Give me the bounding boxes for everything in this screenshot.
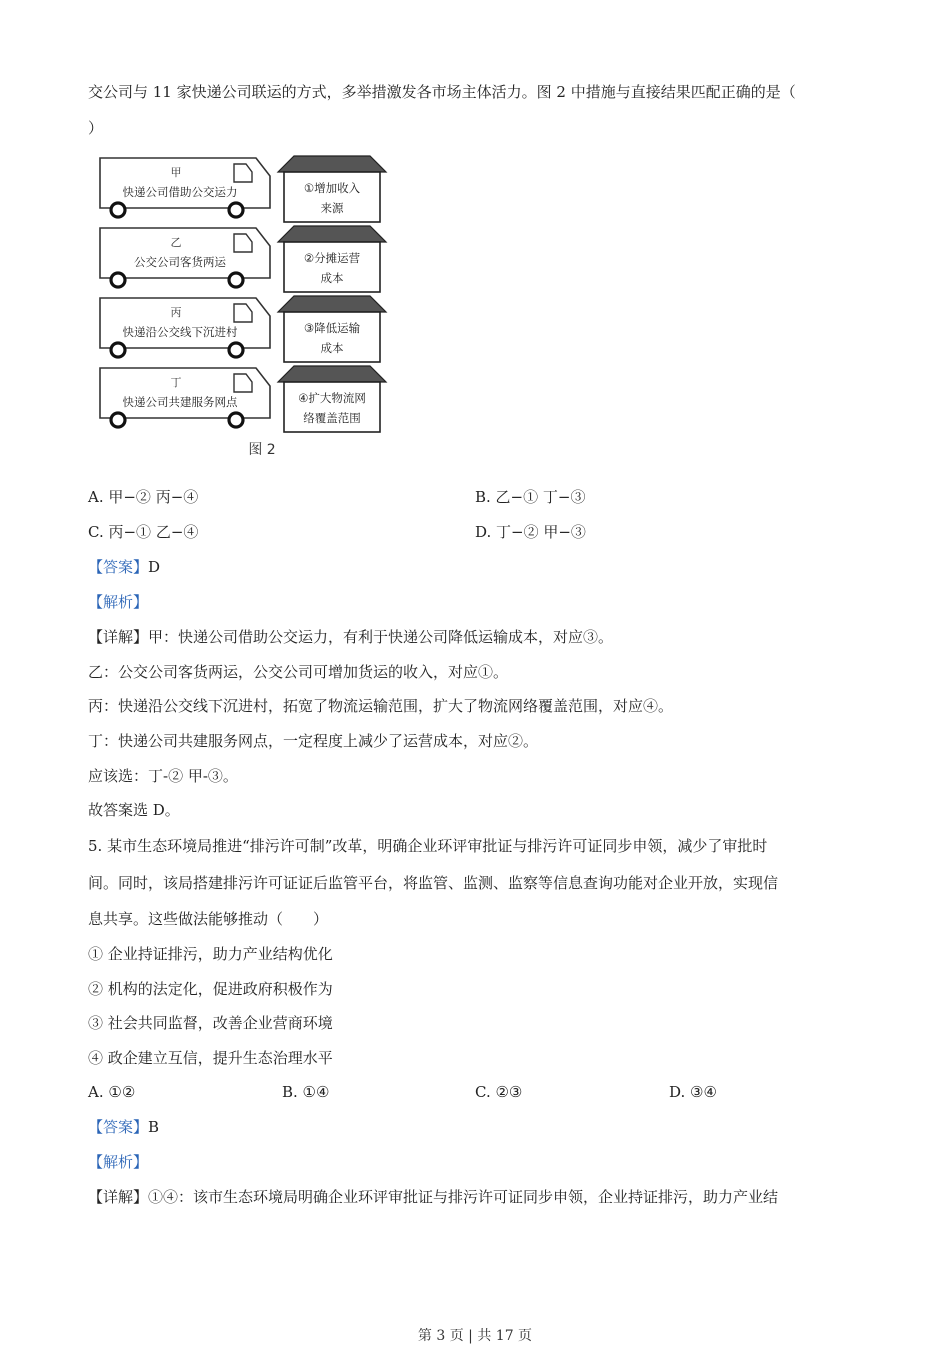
q4-detail-line-6: 故答案选 D。 bbox=[88, 801, 180, 819]
detail-text: ①④：该市生态环境局明确企业环评审批证与排污许可证同步申领，企业持证排污，助力产业结 bbox=[148, 1188, 779, 1206]
figure-2-drawing bbox=[96, 150, 396, 465]
house-label-line-1: ③降低运输 bbox=[303, 321, 361, 335]
q4-analysis-tag: 【解析】 bbox=[88, 593, 149, 611]
truck-label: 公交公司客货两运 bbox=[134, 255, 226, 269]
answer-tag: 【答案】 bbox=[88, 1118, 149, 1136]
q5-option-a: A. ①② bbox=[88, 1083, 136, 1101]
house-roof bbox=[278, 366, 386, 382]
figure-row-4 bbox=[100, 366, 386, 432]
q5-option-c: C. ②③ bbox=[475, 1083, 523, 1101]
q4-answer bbox=[88, 557, 160, 577]
house-label-line-1: ④扩大物流网 bbox=[298, 391, 366, 405]
answer-value: B bbox=[148, 1118, 160, 1136]
q4-detail-line-4: 丁：快递公司共建服务网点，一定程度上减少了运营成本，对应②。 bbox=[88, 732, 539, 750]
truck-mark: 丙 bbox=[170, 306, 182, 319]
intro-line-2: ） bbox=[88, 119, 104, 137]
truck-label: 快递沿公交线下沉进村 bbox=[122, 325, 238, 339]
house-label-line-1: ①增加收入 bbox=[303, 181, 361, 195]
q5-item-1: ① 企业持证排污，助力产业结构优化 bbox=[88, 945, 333, 963]
page-footer: 第 3 页 | 共 17 页 bbox=[417, 1328, 533, 1344]
detail-tag: 【详解】 bbox=[88, 628, 149, 646]
figure-row-2 bbox=[100, 226, 386, 292]
rear-wheel bbox=[111, 343, 125, 357]
house-roof bbox=[278, 156, 386, 172]
answer-tag: 【答案】 bbox=[88, 558, 149, 576]
q5-item-4: ④ 政企建立互信，提升生态治理水平 bbox=[88, 1049, 333, 1067]
q5-stem-line-3: 息共享。这些做法能够推动（ ） bbox=[88, 910, 329, 928]
truck-mark: 乙 bbox=[170, 236, 182, 249]
rear-wheel bbox=[111, 273, 125, 287]
q5-answer bbox=[88, 1117, 159, 1137]
house-label-line-2: 络覆盖范围 bbox=[303, 411, 361, 425]
q4-detail-line-5: 应该选：丁-② 甲-③。 bbox=[88, 767, 238, 785]
house-label-line-2: 来源 bbox=[320, 201, 344, 215]
house-roof bbox=[278, 226, 386, 242]
front-wheel bbox=[229, 343, 243, 357]
q4-detail-line-2: 乙：公交公司客货两运，公交公司可增加货运的收入，对应①。 bbox=[88, 663, 509, 681]
q5-item-2: ② 机构的法定化，促进政府积极作为 bbox=[88, 980, 333, 998]
q4-detail-line-1 bbox=[88, 627, 613, 647]
q4-option-c: C. 丙−① 乙−④ bbox=[88, 523, 199, 541]
q5-stem-line-2: 间。同时，该局搭建排污许可证证后监管平台，将监管、监测、监察等信息查询功能对企业开放，实现信 bbox=[88, 874, 779, 892]
truck-mark: 甲 bbox=[170, 166, 182, 179]
figure-2 bbox=[96, 150, 396, 465]
q4-option-b: B. 乙−① 丁−③ bbox=[475, 488, 586, 506]
front-wheel bbox=[229, 413, 243, 427]
q4-option-d: D. 丁−② 甲−③ bbox=[475, 523, 586, 541]
figure-caption: 图 2 bbox=[248, 442, 276, 458]
truck-mark: 丁 bbox=[170, 376, 182, 389]
front-wheel bbox=[229, 273, 243, 287]
q5-analysis-tag: 【解析】 bbox=[88, 1153, 149, 1171]
house-label-line-2: 成本 bbox=[320, 271, 344, 285]
figure-row-3 bbox=[100, 296, 386, 362]
detail-text: 甲：快递公司借助公交运力，有利于快递公司降低运输成本，对应③。 bbox=[148, 628, 614, 646]
intro-line-1: 交公司与 11 家快递公司联运的方式，多举措激发各市场主体活力。图 2 中措施与直接结果匹配正确的是（ bbox=[88, 83, 796, 101]
truck-label: 快递公司共建服务网点 bbox=[122, 395, 238, 409]
figure-row-1 bbox=[100, 156, 386, 222]
front-wheel bbox=[229, 203, 243, 217]
detail-tag: 【详解】 bbox=[88, 1188, 149, 1206]
house-label-line-2: 成本 bbox=[320, 341, 344, 355]
q5-option-d: D. ③④ bbox=[669, 1083, 717, 1101]
q5-stem-line-1: 5. 某市生态环境局推进“排污许可制”改革，明确企业环评审批证与排污许可证同步申领，减少了审批时 bbox=[88, 837, 768, 855]
q4-option-a: A. 甲−② 丙−④ bbox=[88, 488, 199, 506]
q4-detail-line-3: 丙：快递沿公交线下沉进村，拓宽了物流运输范围，扩大了物流网络覆盖范围，对应④。 bbox=[88, 697, 674, 715]
answer-value: D bbox=[148, 558, 161, 576]
rear-wheel bbox=[111, 203, 125, 217]
truck-label: 快递公司借助公交运力 bbox=[122, 185, 238, 199]
q5-item-3: ③ 社会共同监督，改善企业营商环境 bbox=[88, 1014, 333, 1032]
rear-wheel bbox=[111, 413, 125, 427]
house-label-line-1: ②分摊运营 bbox=[303, 251, 361, 265]
q5-detail-line-1 bbox=[88, 1187, 778, 1207]
house-roof bbox=[278, 296, 386, 312]
q5-option-b: B. ①④ bbox=[282, 1083, 330, 1101]
